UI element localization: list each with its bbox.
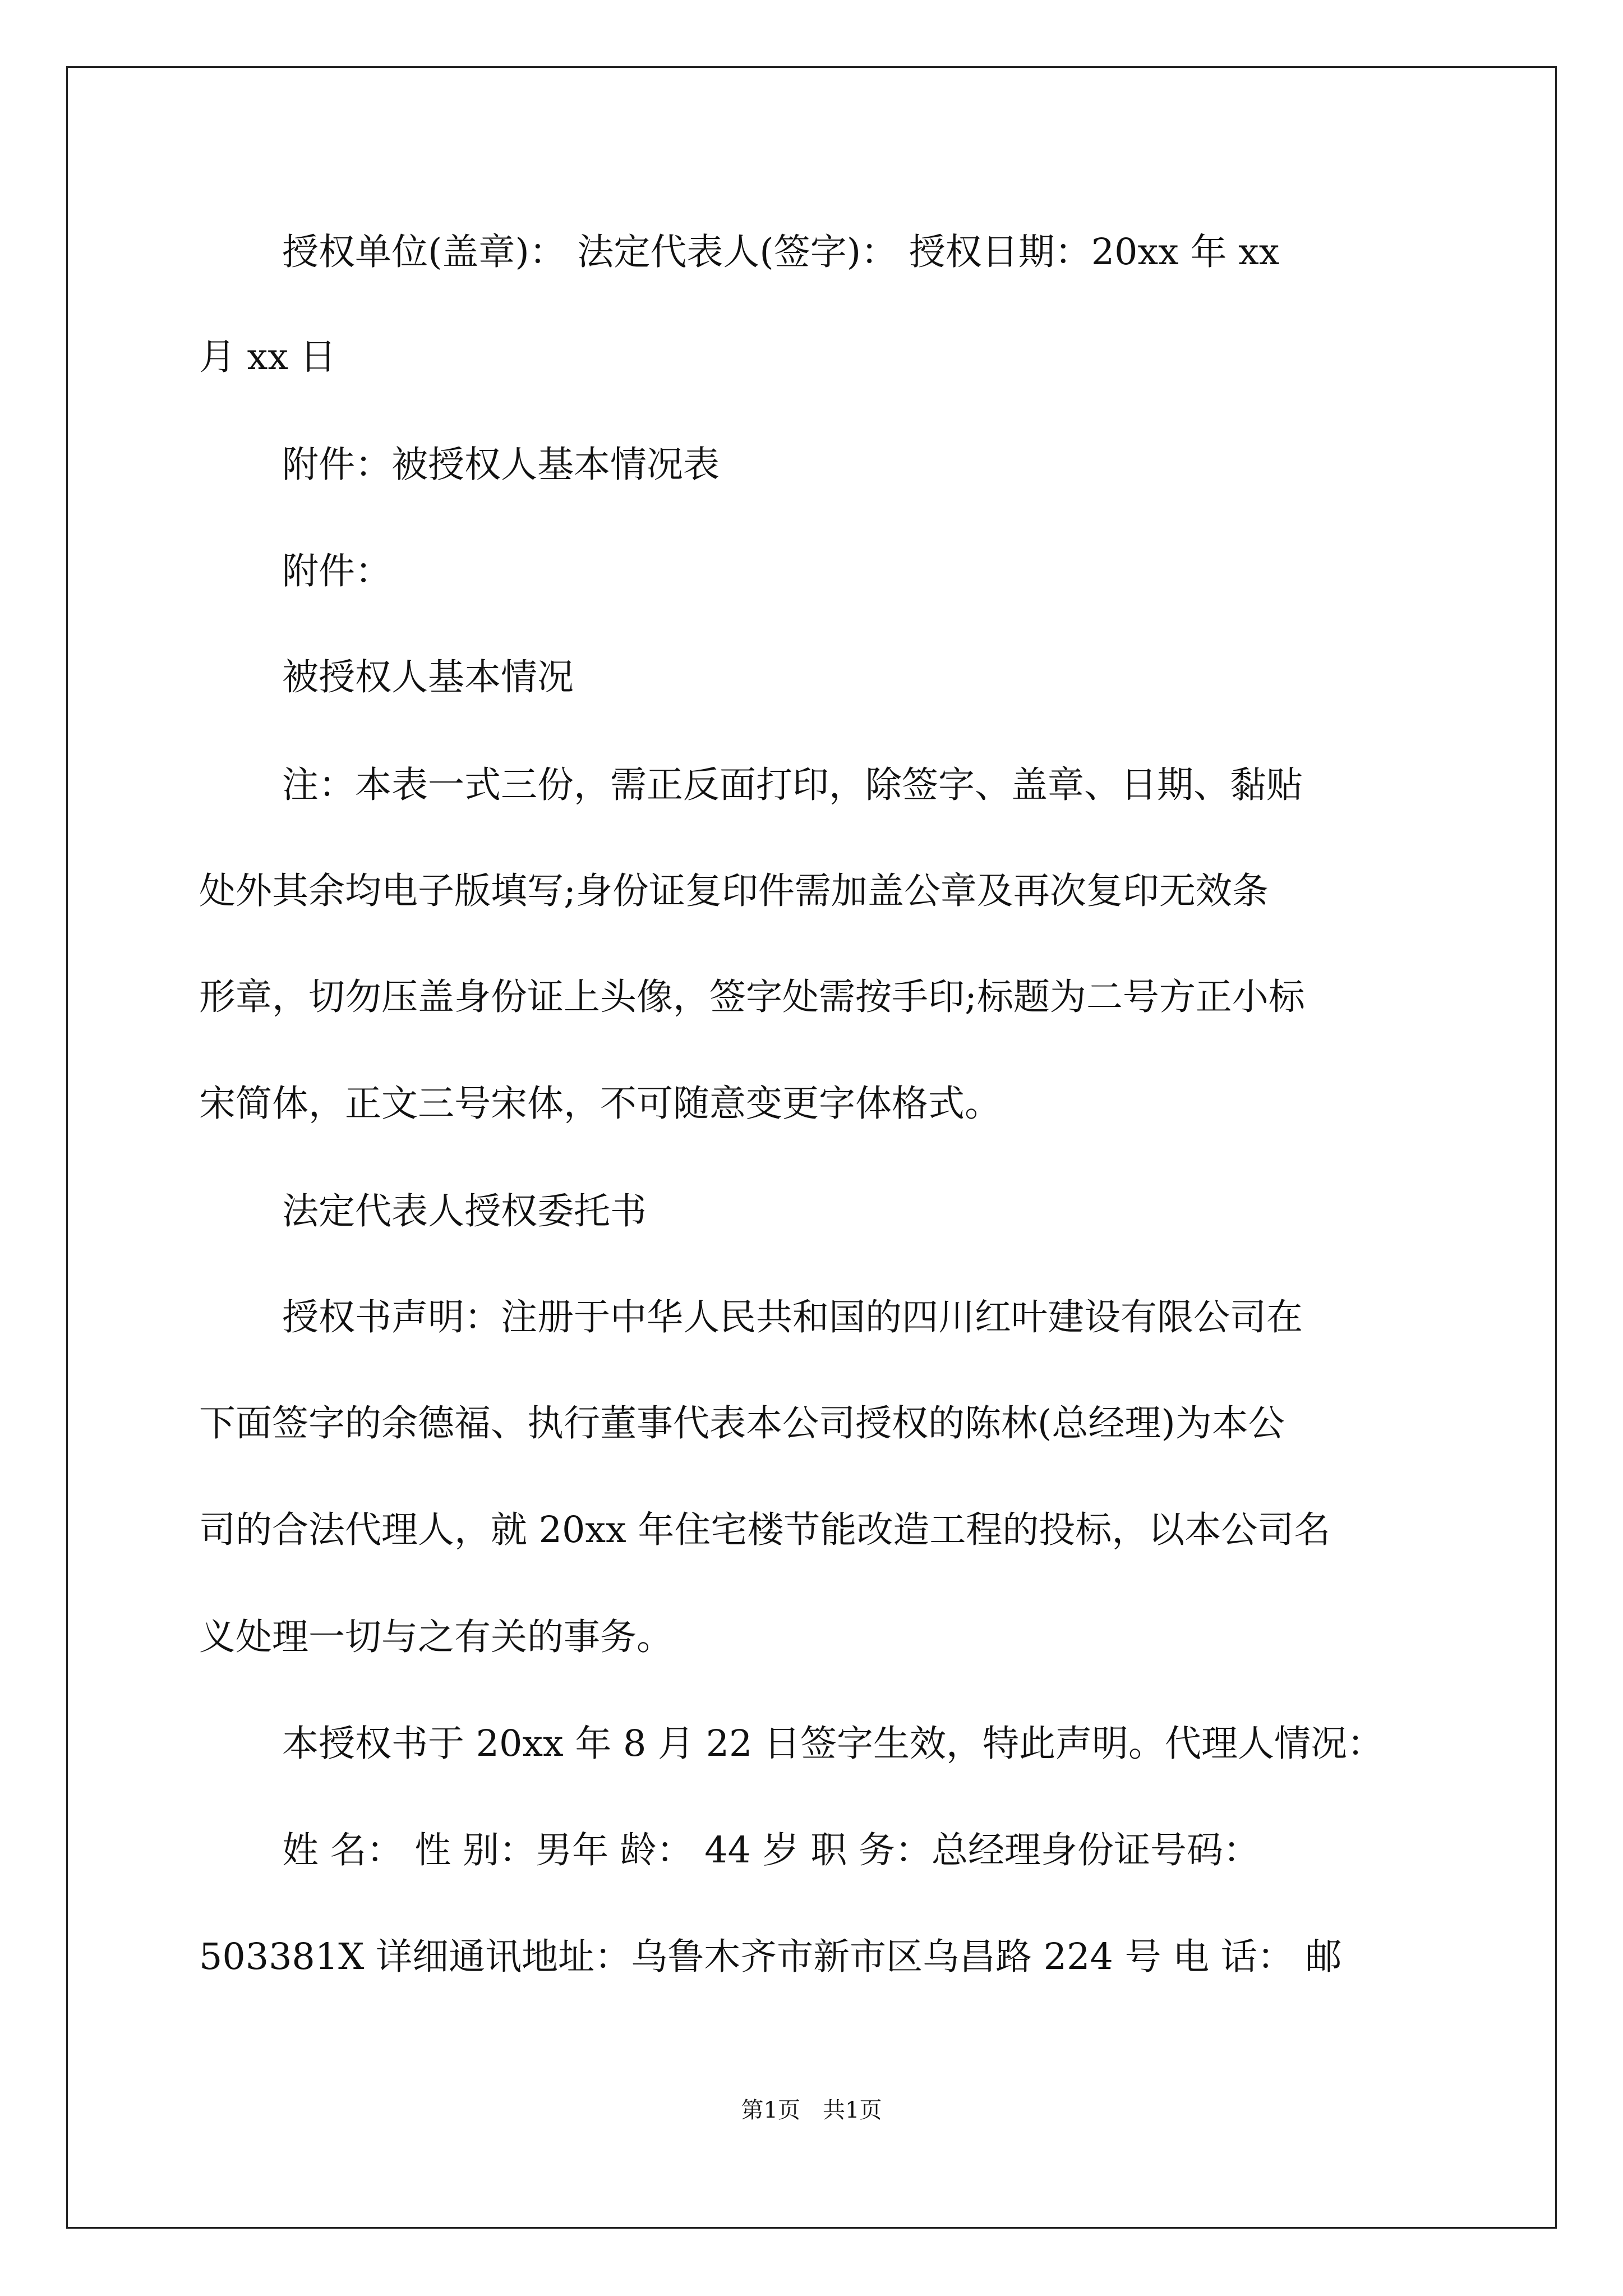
note-paragraph-line: 注：本表一式三份，需正反面打印，除签字、盖章、日期、黏贴 [282, 764, 1303, 806]
letter-title: 法定代表人授权委托书 [282, 1190, 647, 1232]
statement-paragraph-line: 授权书声明：注册于中华人民共和国的四川红叶建设有限公司在 [282, 1296, 1303, 1338]
note-paragraph-line: 处外其余均电子版填写;身份证复印件需加盖公章及再次复印无效条 [199, 870, 1269, 912]
note-paragraph-line: 形章，切勿压盖身份证上头像，签字处需按手印;标题为二号方正小标 [199, 976, 1305, 1018]
authorization-signature-line: 授权单位(盖章)： 法定代表人(签字)： 授权日期：20xx 年 xx [282, 231, 1280, 273]
attachment-label: 附件： [282, 550, 392, 592]
statement-paragraph-line: 下面签字的余德福、执行董事代表本公司授权的陈林(总经理)为本公 [199, 1402, 1285, 1444]
effective-date-line: 本授权书于 20xx 年 8 月 22 日签字生效，特此声明。代理人情况： [282, 1723, 1384, 1765]
note-paragraph-line: 宋简体，正文三号宋体，不可随意变更字体格式。 [199, 1083, 1002, 1125]
section-heading: 被授权人基本情况 [282, 656, 574, 698]
agent-info-line: 姓 名： 性 别：男年 龄： 44 岁 职 务：总经理身份证号码： [282, 1829, 1260, 1871]
statement-paragraph-line: 司的合法代理人，就 20xx 年住宅楼节能改造工程的投标，以本公司名 [199, 1509, 1331, 1551]
page-number: 第1页 共1页 [741, 2097, 882, 2123]
agent-address-line: 503381X 详细通讯地址：乌鲁木齐市新市区乌昌路 224 号 电 话： 邮 [199, 1936, 1342, 1978]
authorization-date-line: 月 xx 日 [199, 336, 336, 378]
page-border [66, 66, 1557, 2229]
attachment-title: 附件：被授权人基本情况表 [282, 444, 720, 486]
statement-paragraph-line: 义处理一切与之有关的事务。 [199, 1616, 674, 1658]
